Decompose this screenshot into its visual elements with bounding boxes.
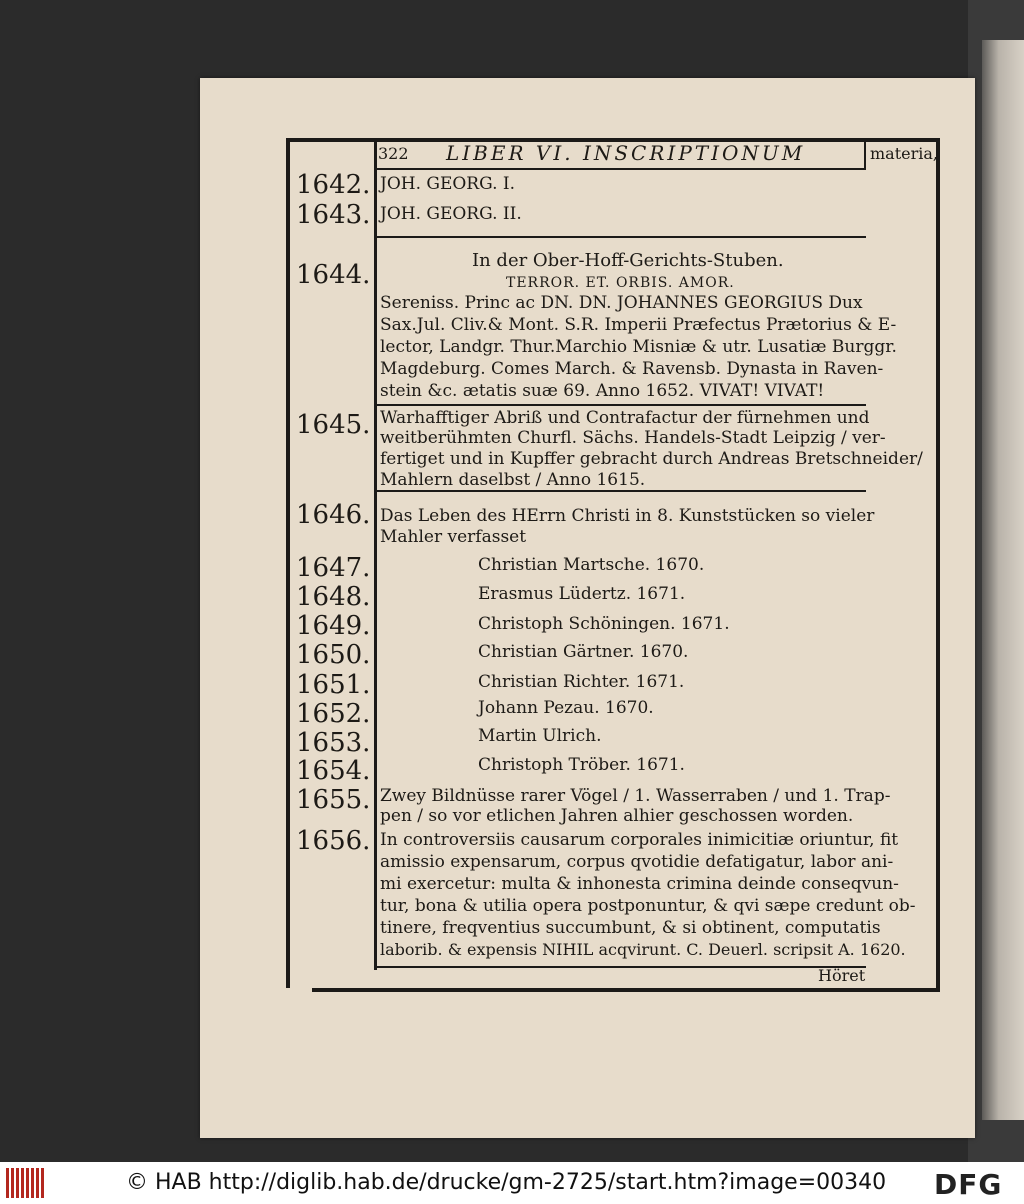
entry-text: TERROR. ET. ORBIS. AMOR. xyxy=(506,275,735,291)
column-rule xyxy=(374,140,377,970)
entry-text: Sereniss. Princ ac DN. DN. JOHANNES GEORGIUS Dux xyxy=(380,293,863,313)
entry-text: pen / so vor etlichen Jahren alhier geschossen worden. xyxy=(380,806,854,826)
book-page xyxy=(200,78,975,1138)
entry-text: stein &c. ætatis suæ 69. Anno 1652. VIVAT! VIVAT! xyxy=(380,381,825,401)
entry-rule xyxy=(376,490,866,492)
entry-year: 1651. xyxy=(296,670,371,700)
entry-text: In controversiis causarum corporales inimicitiæ oriuntur, fit xyxy=(380,830,899,850)
entry-text: lector, Landgr. Thur.Marchio Misniæ & utr. Lusatiæ Burggr. xyxy=(380,337,897,357)
entry-year: 1648. xyxy=(296,582,371,612)
entry-rule xyxy=(376,404,866,406)
margin-rule xyxy=(864,140,866,168)
entry-text: Mahlern daselbst / Anno 1615. xyxy=(380,470,646,490)
entry-year: 1643. xyxy=(296,200,371,230)
entry-year: 1654. xyxy=(296,756,371,786)
header-rule xyxy=(376,168,866,170)
catchword-top: materia, xyxy=(870,144,938,163)
entry-year: 1644. xyxy=(296,260,371,290)
entry-text: Das Leben des HErrn Christi in 8. Kunststücken so vieler xyxy=(380,506,875,526)
entry-text: weitberühmten Churfl. Sächs. Handels-Stadt Leipzig / ver- xyxy=(380,428,886,448)
frame-rule-right xyxy=(936,138,940,988)
entry-text: Erasmus Lüdertz. 1671. xyxy=(478,584,686,604)
entry-text: laborib. & expensis NIHIL acqvirunt. C. Deuerl. scripsit A. 1620. xyxy=(380,940,906,959)
entry-year: 1646. xyxy=(296,500,371,530)
entry-year: 1645. xyxy=(296,410,371,440)
entry-text: Sax.Jul. Cliv.& Mont. S.R. Imperii Præfectus Prætorius & E- xyxy=(380,315,897,335)
copyright-link[interactable]: © HAB http://diglib.hab.de/drucke/gm-2725/start.htm?image=00340 xyxy=(126,1170,887,1195)
entry-year: 1652. xyxy=(296,699,371,729)
page-number: 322 xyxy=(378,144,409,163)
dfg-logo: DFG xyxy=(934,1168,1003,1201)
entry-text: Zwey Bildnüsse rarer Vögel / 1. Wasserraben / und 1. Trap- xyxy=(380,786,891,806)
entry-text: Christian Martsche. 1670. xyxy=(478,555,705,575)
entry-text: Christian Gärtner. 1670. xyxy=(478,642,689,662)
entry-text: Christoph Tröber. 1671. xyxy=(478,755,685,775)
entry-text: Warhafftiger Abriß und Contrafactur der fürnehmen und xyxy=(380,408,870,428)
entry-text: JOH. GEORG. I. xyxy=(380,174,516,194)
entry-year: 1656. xyxy=(296,826,371,856)
entry-text: mi exercetur: multa & inhonesta crimina deinde conseqvun- xyxy=(380,874,899,894)
entry-text: Johann Pezau. 1670. xyxy=(478,698,654,718)
entry-text: tinere, freqventius succumbunt, & si obtinent, computatis xyxy=(380,918,881,938)
entry-year: 1642. xyxy=(296,170,371,200)
frame-rule-bottom xyxy=(312,988,940,992)
entry-text: tur, bona & utilia opera postponuntur, & qvi sæpe credunt ob- xyxy=(380,896,916,916)
facing-page-edge xyxy=(982,40,1024,1120)
entry-year: 1647. xyxy=(296,553,371,583)
entry-text: fertiget und in Kupffer gebracht durch Andreas Bretschneider/ xyxy=(380,449,923,469)
entry-year: 1655. xyxy=(296,785,371,815)
entry-text: Martin Ulrich. xyxy=(478,726,602,746)
entry-text: In der Ober-Hoff-Gerichts-Stuben. xyxy=(472,250,784,271)
entry-text: Mahler verfasset xyxy=(380,527,527,547)
catchword-bottom: Höret xyxy=(818,966,866,985)
entry-text: Magdeburg. Comes March. & Ravensb. Dynasta in Raven- xyxy=(380,359,884,379)
entry-year: 1649. xyxy=(296,611,371,641)
entry-year: 1653. xyxy=(296,728,371,758)
entry-text: amissio expensarum, corpus qvotidie defatigatur, labor ani- xyxy=(380,852,894,872)
entry-text: JOH. GEORG. II. xyxy=(380,204,522,224)
entry-rule xyxy=(376,236,866,238)
entry-text: Christoph Schöningen. 1671. xyxy=(478,614,730,634)
hab-logo-icon xyxy=(6,1168,46,1198)
entry-rule xyxy=(376,966,866,968)
footer-bar xyxy=(0,1162,1024,1204)
running-title: LIBER VI. INSCRIPTIONUM xyxy=(446,141,806,165)
entry-text: Christian Richter. 1671. xyxy=(478,672,685,692)
frame-rule-left xyxy=(286,138,290,988)
entry-year: 1650. xyxy=(296,640,371,670)
